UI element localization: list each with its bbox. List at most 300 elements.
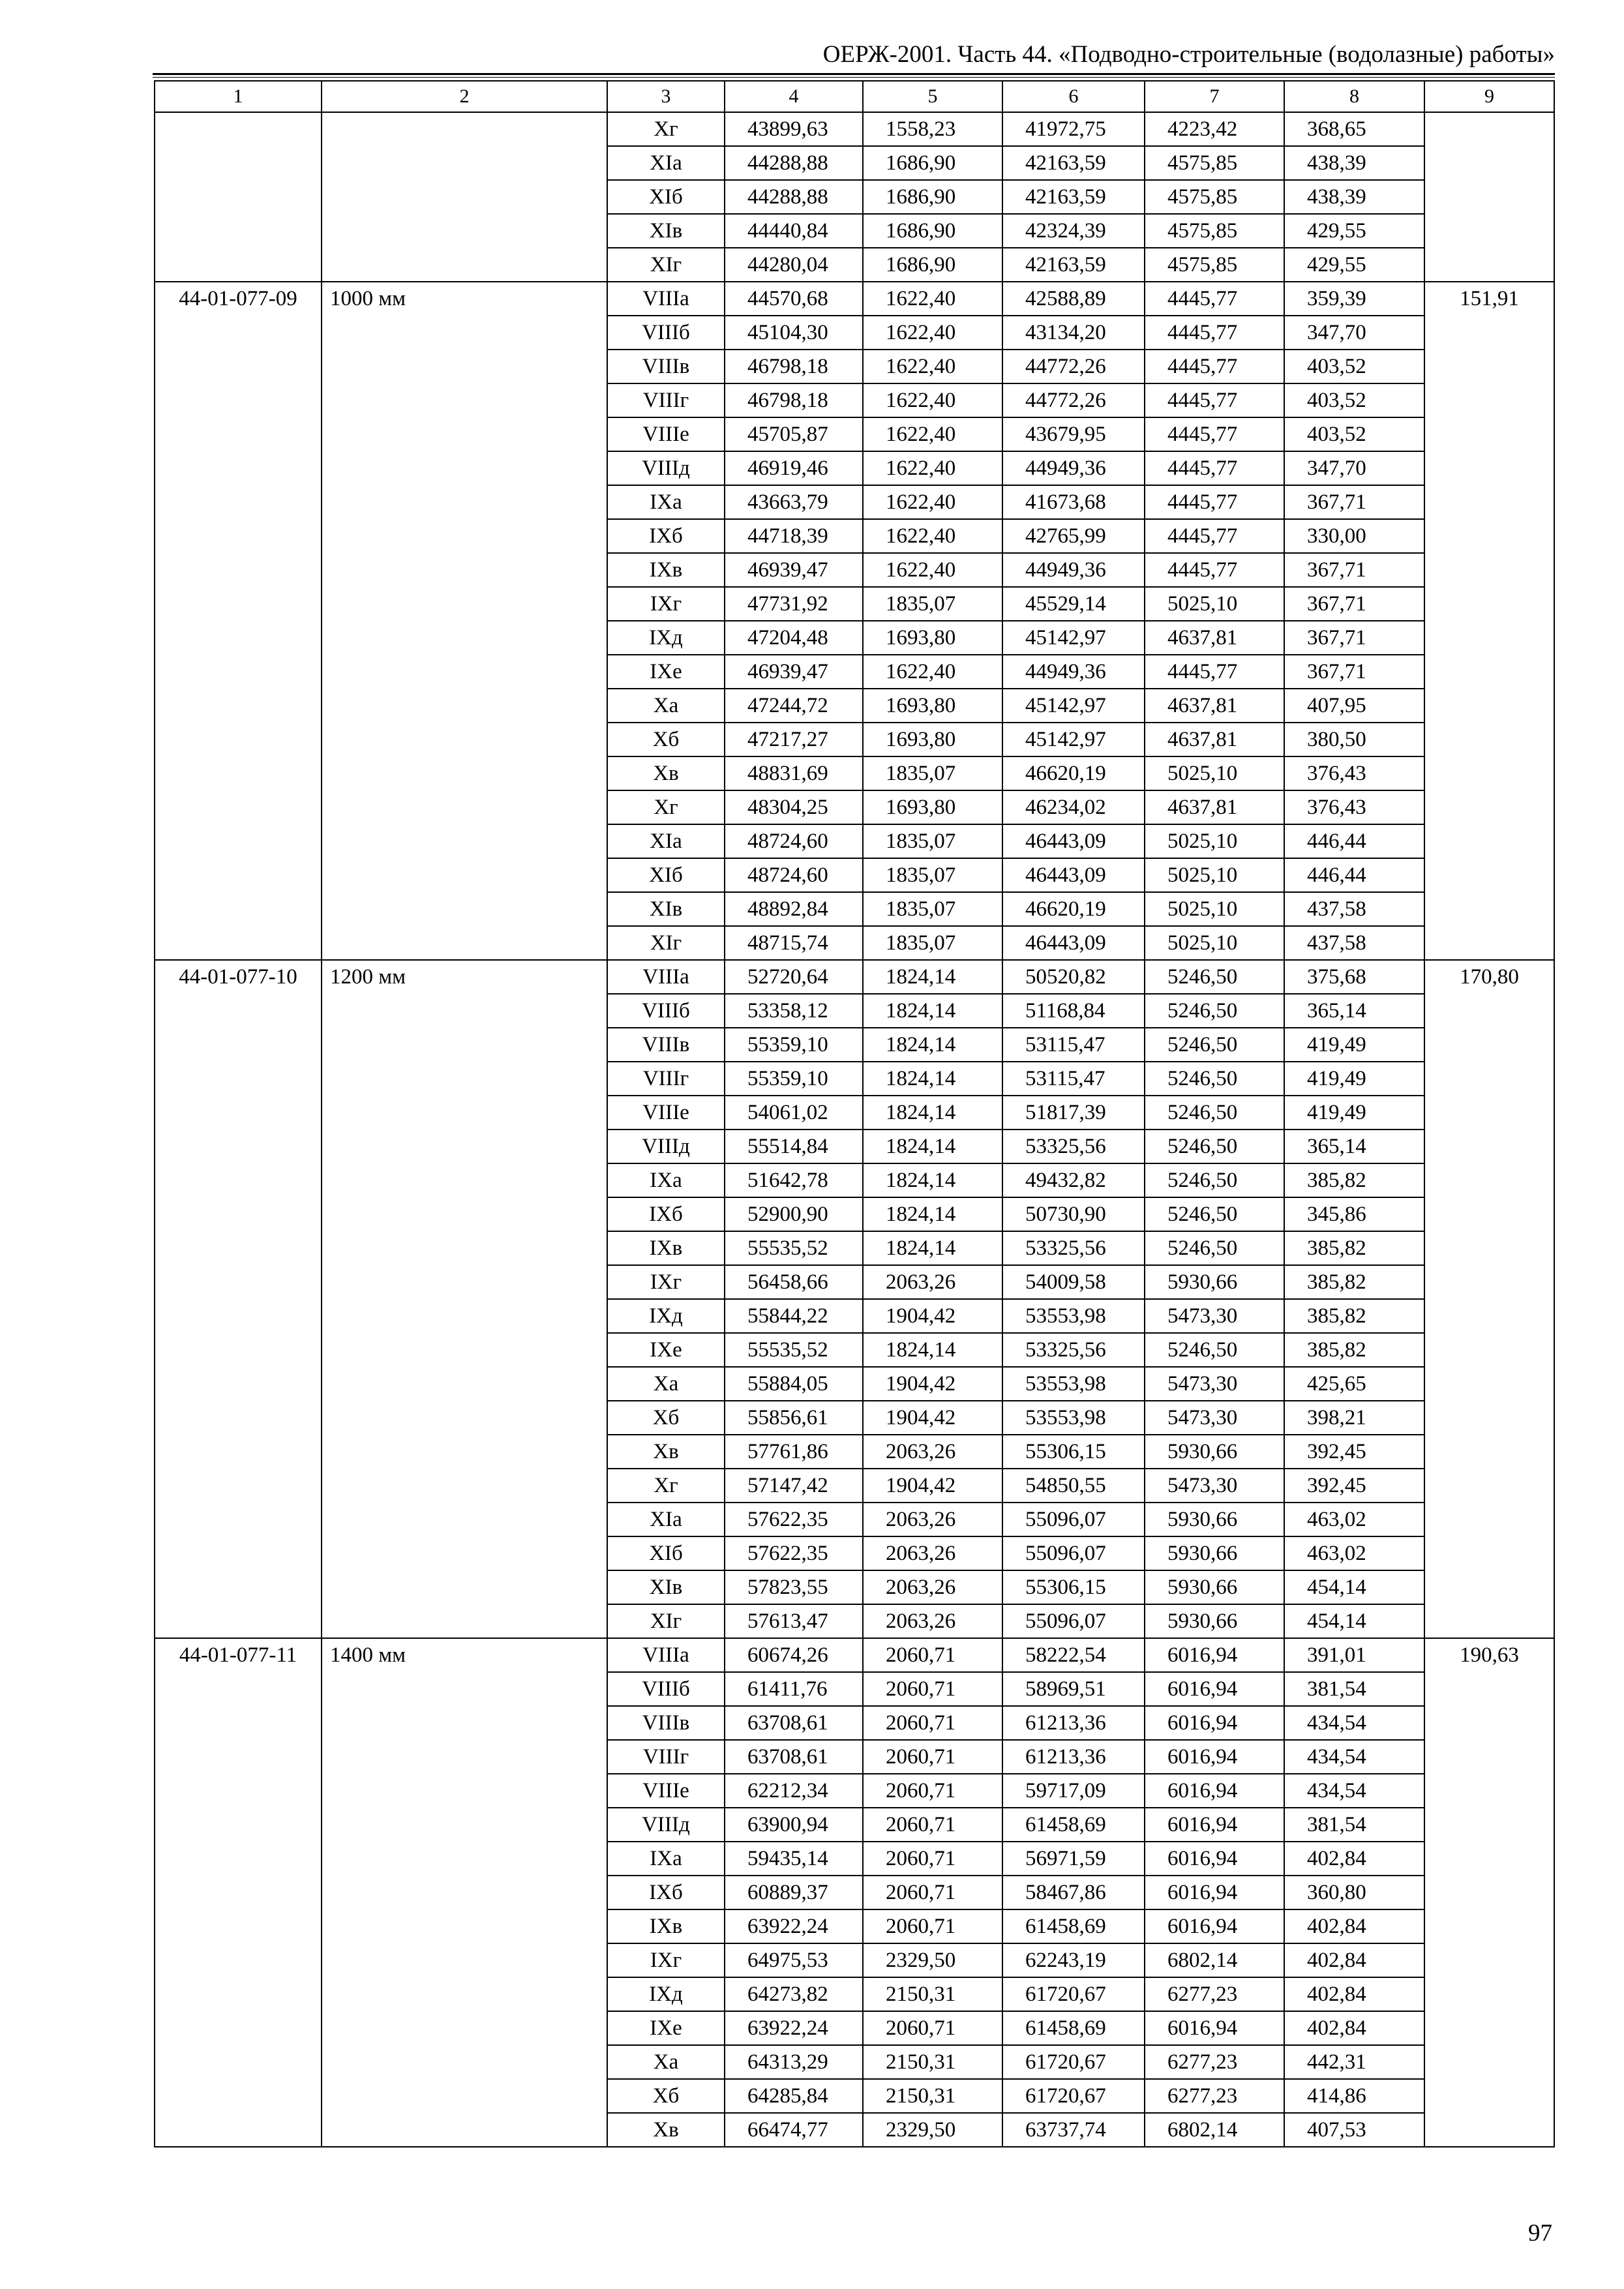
class-cell: XIг bbox=[607, 926, 725, 960]
value-cell: 51168,84 bbox=[1002, 994, 1145, 1028]
value-cell: 6016,94 bbox=[1145, 1706, 1284, 1740]
value-cell: 61213,36 bbox=[1002, 1740, 1145, 1774]
value-cell: 50520,82 bbox=[1002, 960, 1145, 994]
value-cell: 6277,23 bbox=[1145, 2079, 1284, 2113]
rate-code: 44-01-077-10 bbox=[155, 960, 322, 1638]
class-cell: IXб bbox=[607, 519, 725, 553]
value-cell: 48724,60 bbox=[725, 824, 863, 858]
value-cell: 1824,14 bbox=[863, 960, 1002, 994]
value-cell: 55844,22 bbox=[725, 1299, 863, 1333]
value-cell: 5246,50 bbox=[1145, 1028, 1284, 1062]
value-cell: 51817,39 bbox=[1002, 1096, 1145, 1130]
value-cell: 56971,59 bbox=[1002, 1842, 1145, 1876]
class-cell: VIIIб bbox=[607, 316, 725, 350]
value-cell: 419,49 bbox=[1284, 1028, 1424, 1062]
value-cell: 391,01 bbox=[1284, 1638, 1424, 1672]
value-cell: 55096,07 bbox=[1002, 1604, 1145, 1638]
class-cell: XIг bbox=[607, 1604, 725, 1638]
value-cell: 44288,88 bbox=[725, 146, 863, 180]
value-cell: 1904,42 bbox=[863, 1367, 1002, 1401]
column-number: 6 bbox=[1002, 81, 1145, 112]
value-cell: 60674,26 bbox=[725, 1638, 863, 1672]
value-cell: 47217,27 bbox=[725, 723, 863, 756]
value-cell: 5246,50 bbox=[1145, 1163, 1284, 1197]
value-cell: 385,82 bbox=[1284, 1231, 1424, 1265]
value-cell: 41673,68 bbox=[1002, 485, 1145, 519]
value-cell: 5025,10 bbox=[1145, 892, 1284, 926]
value-cell: 55096,07 bbox=[1002, 1536, 1145, 1570]
header-rule-thin bbox=[153, 77, 1555, 78]
value-cell: 2150,31 bbox=[863, 1977, 1002, 2011]
class-cell: XIа bbox=[607, 824, 725, 858]
value-cell: 57622,35 bbox=[725, 1536, 863, 1570]
value-cell: 381,54 bbox=[1284, 1808, 1424, 1842]
value-cell: 60889,37 bbox=[725, 1876, 863, 1909]
value-cell: 402,84 bbox=[1284, 1977, 1424, 2011]
value-cell: 437,58 bbox=[1284, 926, 1424, 960]
value-cell: 403,52 bbox=[1284, 417, 1424, 451]
value-cell: 5025,10 bbox=[1145, 926, 1284, 960]
rate-name: 1400 мм bbox=[322, 1638, 607, 2147]
class-cell: VIIIе bbox=[607, 1096, 725, 1130]
value-cell: 62243,19 bbox=[1002, 1943, 1145, 1977]
column-number: 4 bbox=[725, 81, 863, 112]
value-cell: 44570,68 bbox=[725, 282, 863, 316]
value-cell: 407,53 bbox=[1284, 2113, 1424, 2147]
class-cell: VIIIв bbox=[607, 1028, 725, 1062]
value-cell: 53115,47 bbox=[1002, 1062, 1145, 1096]
value-cell: 55535,52 bbox=[725, 1231, 863, 1265]
value-cell: 2063,26 bbox=[863, 1536, 1002, 1570]
value-cell: 5930,66 bbox=[1145, 1435, 1284, 1469]
value-cell: 2060,71 bbox=[863, 1774, 1002, 1808]
value-cell: 1824,14 bbox=[863, 1062, 1002, 1096]
value-cell: 47244,72 bbox=[725, 689, 863, 723]
value-cell: 1824,14 bbox=[863, 1096, 1002, 1130]
class-cell: XIв bbox=[607, 892, 725, 926]
value-cell: 4637,81 bbox=[1145, 723, 1284, 756]
value-cell: 53325,56 bbox=[1002, 1130, 1145, 1163]
value-cell: 42765,99 bbox=[1002, 519, 1145, 553]
value-cell: 49432,82 bbox=[1002, 1163, 1145, 1197]
value-cell: 5025,10 bbox=[1145, 858, 1284, 892]
value-cell: 4445,77 bbox=[1145, 350, 1284, 383]
value-cell: 52720,64 bbox=[725, 960, 863, 994]
value-cell: 446,44 bbox=[1284, 824, 1424, 858]
class-cell: IXг bbox=[607, 1265, 725, 1299]
value-cell: 4575,85 bbox=[1145, 180, 1284, 214]
class-cell: VIIIг bbox=[607, 1062, 725, 1096]
value-cell: 43679,95 bbox=[1002, 417, 1145, 451]
value-cell: 330,00 bbox=[1284, 519, 1424, 553]
class-cell: IXе bbox=[607, 655, 725, 689]
value-cell: 5246,50 bbox=[1145, 1130, 1284, 1163]
value-cell: 1693,80 bbox=[863, 790, 1002, 824]
value-cell: 61411,76 bbox=[725, 1672, 863, 1706]
value-cell: 63922,24 bbox=[725, 1909, 863, 1943]
value-cell: 5473,30 bbox=[1145, 1367, 1284, 1401]
value-cell: 61213,36 bbox=[1002, 1706, 1145, 1740]
value-cell: 5246,50 bbox=[1145, 1062, 1284, 1096]
value-cell: 55359,10 bbox=[725, 1028, 863, 1062]
value-cell: 44280,04 bbox=[725, 248, 863, 282]
value-cell: 438,39 bbox=[1284, 180, 1424, 214]
column-number-row bbox=[155, 81, 1554, 112]
value-cell: 1693,80 bbox=[863, 723, 1002, 756]
value-cell: 5025,10 bbox=[1145, 824, 1284, 858]
value-cell: 1824,14 bbox=[863, 1333, 1002, 1367]
class-cell: XIб bbox=[607, 1536, 725, 1570]
value-cell: 54061,02 bbox=[725, 1096, 863, 1130]
value-cell: 48724,60 bbox=[725, 858, 863, 892]
rate-name bbox=[322, 112, 607, 282]
value-cell: 6802,14 bbox=[1145, 2113, 1284, 2147]
class-cell: IXе bbox=[607, 1333, 725, 1367]
value-cell: 66474,77 bbox=[725, 2113, 863, 2147]
value-cell: 6016,94 bbox=[1145, 2011, 1284, 2045]
class-cell: IXб bbox=[607, 1197, 725, 1231]
value-cell: 61458,69 bbox=[1002, 1909, 1145, 1943]
class-cell: XIв bbox=[607, 214, 725, 248]
value-cell: 6016,94 bbox=[1145, 1638, 1284, 1672]
column-number: 7 bbox=[1145, 81, 1284, 112]
value-cell: 1824,14 bbox=[863, 1028, 1002, 1062]
value-cell: 367,71 bbox=[1284, 485, 1424, 519]
value-cell: 6016,94 bbox=[1145, 1909, 1284, 1943]
class-cell: Xг bbox=[607, 1469, 725, 1503]
value-cell: 1686,90 bbox=[863, 146, 1002, 180]
value-cell: 53553,98 bbox=[1002, 1401, 1145, 1435]
page-header-title: ОЕРЖ-2001. Часть 44. «Подводно-строительные (водолазные) работы» bbox=[822, 41, 1555, 68]
value-cell: 47731,92 bbox=[725, 587, 863, 621]
value-cell: 2063,26 bbox=[863, 1435, 1002, 1469]
class-cell: IXд bbox=[607, 1977, 725, 2011]
value-cell: 4445,77 bbox=[1145, 519, 1284, 553]
value-cell: 5025,10 bbox=[1145, 756, 1284, 790]
value-cell: 54850,55 bbox=[1002, 1469, 1145, 1503]
value-cell: 61458,69 bbox=[1002, 1808, 1145, 1842]
value-cell: 1835,07 bbox=[863, 587, 1002, 621]
value-cell: 414,86 bbox=[1284, 2079, 1424, 2113]
value-cell: 53325,56 bbox=[1002, 1231, 1145, 1265]
value-cell: 44949,36 bbox=[1002, 655, 1145, 689]
value-cell: 5473,30 bbox=[1145, 1469, 1284, 1503]
value-cell: 1622,40 bbox=[863, 282, 1002, 316]
value-cell: 375,68 bbox=[1284, 960, 1424, 994]
value-cell: 1686,90 bbox=[863, 248, 1002, 282]
value-cell: 429,55 bbox=[1284, 248, 1424, 282]
value-cell: 43663,79 bbox=[725, 485, 863, 519]
extra-value: 170,80 bbox=[1424, 960, 1554, 1638]
value-cell: 46234,02 bbox=[1002, 790, 1145, 824]
class-cell: IXд bbox=[607, 621, 725, 655]
value-cell: 347,70 bbox=[1284, 451, 1424, 485]
value-cell: 403,52 bbox=[1284, 350, 1424, 383]
value-cell: 1904,42 bbox=[863, 1299, 1002, 1333]
value-cell: 2060,71 bbox=[863, 1740, 1002, 1774]
value-cell: 1622,40 bbox=[863, 553, 1002, 587]
class-cell: Xа bbox=[607, 2045, 725, 2079]
column-number: 1 bbox=[155, 81, 322, 112]
value-cell: 5246,50 bbox=[1145, 1096, 1284, 1130]
value-cell: 360,80 bbox=[1284, 1876, 1424, 1909]
extra-value: 151,91 bbox=[1424, 282, 1554, 960]
value-cell: 1693,80 bbox=[863, 689, 1002, 723]
value-cell: 402,84 bbox=[1284, 1909, 1424, 1943]
value-cell: 5930,66 bbox=[1145, 1604, 1284, 1638]
value-cell: 44718,39 bbox=[725, 519, 863, 553]
class-cell: IXв bbox=[607, 553, 725, 587]
value-cell: 1622,40 bbox=[863, 655, 1002, 689]
value-cell: 5246,50 bbox=[1145, 1333, 1284, 1367]
value-cell: 434,54 bbox=[1284, 1740, 1424, 1774]
value-cell: 46620,19 bbox=[1002, 756, 1145, 790]
class-cell: VIIIд bbox=[607, 451, 725, 485]
value-cell: 402,84 bbox=[1284, 1943, 1424, 1977]
value-cell: 48831,69 bbox=[725, 756, 863, 790]
column-number: 2 bbox=[322, 81, 607, 112]
class-cell: VIIIд bbox=[607, 1130, 725, 1163]
rate-code: 44-01-077-09 bbox=[155, 282, 322, 960]
value-cell: 55884,05 bbox=[725, 1367, 863, 1401]
value-cell: 365,14 bbox=[1284, 1130, 1424, 1163]
value-cell: 2060,71 bbox=[863, 1638, 1002, 1672]
rate-code: 44-01-077-11 bbox=[155, 1638, 322, 2147]
value-cell: 53115,47 bbox=[1002, 1028, 1145, 1062]
class-cell: Xв bbox=[607, 1435, 725, 1469]
class-cell: XIа bbox=[607, 146, 725, 180]
value-cell: 47204,48 bbox=[725, 621, 863, 655]
class-cell: VIIIа bbox=[607, 282, 725, 316]
value-cell: 1835,07 bbox=[863, 858, 1002, 892]
value-cell: 381,54 bbox=[1284, 1672, 1424, 1706]
value-cell: 6016,94 bbox=[1145, 1774, 1284, 1808]
value-cell: 61720,67 bbox=[1002, 1977, 1145, 2011]
value-cell: 392,45 bbox=[1284, 1435, 1424, 1469]
value-cell: 1835,07 bbox=[863, 926, 1002, 960]
value-cell: 4637,81 bbox=[1145, 790, 1284, 824]
value-cell: 59717,09 bbox=[1002, 1774, 1145, 1808]
value-cell: 1904,42 bbox=[863, 1401, 1002, 1435]
class-cell: IXв bbox=[607, 1231, 725, 1265]
class-cell: XIг bbox=[607, 248, 725, 282]
value-cell: 2060,71 bbox=[863, 1842, 1002, 1876]
value-cell: 50730,90 bbox=[1002, 1197, 1145, 1231]
class-cell: VIIIд bbox=[607, 1808, 725, 1842]
class-cell: Xг bbox=[607, 112, 725, 146]
value-cell: 55514,84 bbox=[725, 1130, 863, 1163]
value-cell: 46939,47 bbox=[725, 655, 863, 689]
value-cell: 6016,94 bbox=[1145, 1740, 1284, 1774]
value-cell: 57823,55 bbox=[725, 1570, 863, 1604]
value-cell: 367,71 bbox=[1284, 621, 1424, 655]
value-cell: 46443,09 bbox=[1002, 926, 1145, 960]
value-cell: 2063,26 bbox=[863, 1604, 1002, 1638]
value-cell: 44949,36 bbox=[1002, 553, 1145, 587]
value-cell: 48304,25 bbox=[725, 790, 863, 824]
value-cell: 4575,85 bbox=[1145, 214, 1284, 248]
value-cell: 55856,61 bbox=[725, 1401, 863, 1435]
class-cell: Xв bbox=[607, 756, 725, 790]
value-cell: 44949,36 bbox=[1002, 451, 1145, 485]
value-cell: 4637,81 bbox=[1145, 621, 1284, 655]
value-cell: 46919,46 bbox=[725, 451, 863, 485]
header-rule bbox=[153, 73, 1555, 75]
value-cell: 56458,66 bbox=[725, 1265, 863, 1299]
value-cell: 463,02 bbox=[1284, 1503, 1424, 1536]
value-cell: 64285,84 bbox=[725, 2079, 863, 2113]
class-cell: Xа bbox=[607, 1367, 725, 1401]
value-cell: 1622,40 bbox=[863, 417, 1002, 451]
value-cell: 61720,67 bbox=[1002, 2079, 1145, 2113]
value-cell: 1686,90 bbox=[863, 180, 1002, 214]
value-cell: 45705,87 bbox=[725, 417, 863, 451]
value-cell: 64313,29 bbox=[725, 2045, 863, 2079]
value-cell: 419,49 bbox=[1284, 1096, 1424, 1130]
value-cell: 4637,81 bbox=[1145, 689, 1284, 723]
class-cell: VIIIа bbox=[607, 960, 725, 994]
value-cell: 385,82 bbox=[1284, 1265, 1424, 1299]
value-cell: 2063,26 bbox=[863, 1265, 1002, 1299]
value-cell: 46939,47 bbox=[725, 553, 863, 587]
value-cell: 4445,77 bbox=[1145, 383, 1284, 417]
value-cell: 1904,42 bbox=[863, 1469, 1002, 1503]
value-cell: 55306,15 bbox=[1002, 1435, 1145, 1469]
extra-value bbox=[1424, 112, 1554, 282]
value-cell: 425,65 bbox=[1284, 1367, 1424, 1401]
value-cell: 385,82 bbox=[1284, 1299, 1424, 1333]
class-cell: XIб bbox=[607, 180, 725, 214]
value-cell: 2060,71 bbox=[863, 1909, 1002, 1943]
value-cell: 402,84 bbox=[1284, 2011, 1424, 2045]
class-cell: IXг bbox=[607, 587, 725, 621]
value-cell: 2063,26 bbox=[863, 1503, 1002, 1536]
value-cell: 367,71 bbox=[1284, 587, 1424, 621]
value-cell: 42163,59 bbox=[1002, 248, 1145, 282]
value-cell: 367,71 bbox=[1284, 655, 1424, 689]
value-cell: 1824,14 bbox=[863, 1197, 1002, 1231]
value-cell: 64975,53 bbox=[725, 1943, 863, 1977]
column-number: 8 bbox=[1284, 81, 1424, 112]
value-cell: 1835,07 bbox=[863, 892, 1002, 926]
value-cell: 1686,90 bbox=[863, 214, 1002, 248]
class-cell: Xб bbox=[607, 2079, 725, 2113]
value-cell: 367,71 bbox=[1284, 553, 1424, 587]
value-cell: 365,14 bbox=[1284, 994, 1424, 1028]
value-cell: 5930,66 bbox=[1145, 1570, 1284, 1604]
value-cell: 2060,71 bbox=[863, 1706, 1002, 1740]
value-cell: 48715,74 bbox=[725, 926, 863, 960]
class-cell: VIIIе bbox=[607, 1774, 725, 1808]
table-row bbox=[155, 282, 1554, 316]
value-cell: 419,49 bbox=[1284, 1062, 1424, 1096]
value-cell: 2063,26 bbox=[863, 1570, 1002, 1604]
class-cell: IXв bbox=[607, 1909, 725, 1943]
extra-value: 190,63 bbox=[1424, 1638, 1554, 2147]
value-cell: 61720,67 bbox=[1002, 2045, 1145, 2079]
value-cell: 6802,14 bbox=[1145, 1943, 1284, 1977]
value-cell: 53325,56 bbox=[1002, 1333, 1145, 1367]
table-row bbox=[155, 960, 1554, 994]
value-cell: 1622,40 bbox=[863, 383, 1002, 417]
class-cell: Xб bbox=[607, 723, 725, 756]
value-cell: 57147,42 bbox=[725, 1469, 863, 1503]
value-cell: 58222,54 bbox=[1002, 1638, 1145, 1672]
value-cell: 2060,71 bbox=[863, 2011, 1002, 2045]
value-cell: 402,84 bbox=[1284, 1842, 1424, 1876]
value-cell: 46798,18 bbox=[725, 383, 863, 417]
class-cell: IXд bbox=[607, 1299, 725, 1333]
column-number: 9 bbox=[1424, 81, 1554, 112]
value-cell: 44772,26 bbox=[1002, 383, 1145, 417]
value-cell: 2060,71 bbox=[863, 1876, 1002, 1909]
value-cell: 63900,94 bbox=[725, 1808, 863, 1842]
class-cell: VIIIв bbox=[607, 1706, 725, 1740]
value-cell: 63708,61 bbox=[725, 1706, 863, 1740]
value-cell: 63737,74 bbox=[1002, 2113, 1145, 2147]
class-cell: XIв bbox=[607, 1570, 725, 1604]
value-cell: 5246,50 bbox=[1145, 960, 1284, 994]
value-cell: 5246,50 bbox=[1145, 1197, 1284, 1231]
value-cell: 359,39 bbox=[1284, 282, 1424, 316]
value-cell: 5473,30 bbox=[1145, 1401, 1284, 1435]
page-number: 97 bbox=[1528, 2220, 1552, 2247]
class-cell: Xб bbox=[607, 1401, 725, 1435]
value-cell: 4445,77 bbox=[1145, 485, 1284, 519]
rate-name: 1200 мм bbox=[322, 960, 607, 1638]
value-cell: 46443,09 bbox=[1002, 824, 1145, 858]
value-cell: 463,02 bbox=[1284, 1536, 1424, 1570]
class-cell: VIIIв bbox=[607, 350, 725, 383]
class-cell: Xа bbox=[607, 689, 725, 723]
value-cell: 446,44 bbox=[1284, 858, 1424, 892]
value-cell: 5930,66 bbox=[1145, 1265, 1284, 1299]
value-cell: 4445,77 bbox=[1145, 451, 1284, 485]
value-cell: 53553,98 bbox=[1002, 1367, 1145, 1401]
value-cell: 6016,94 bbox=[1145, 1672, 1284, 1706]
value-cell: 5246,50 bbox=[1145, 994, 1284, 1028]
value-cell: 61458,69 bbox=[1002, 2011, 1145, 2045]
value-cell: 44440,84 bbox=[725, 214, 863, 248]
column-number: 3 bbox=[607, 81, 725, 112]
value-cell: 1622,40 bbox=[863, 316, 1002, 350]
value-cell: 4445,77 bbox=[1145, 553, 1284, 587]
class-cell: VIIIб bbox=[607, 994, 725, 1028]
value-cell: 5930,66 bbox=[1145, 1536, 1284, 1570]
value-cell: 376,43 bbox=[1284, 756, 1424, 790]
class-cell: VIIIб bbox=[607, 1672, 725, 1706]
value-cell: 2329,50 bbox=[863, 1943, 1002, 1977]
value-cell: 62212,34 bbox=[725, 1774, 863, 1808]
class-cell: Xг bbox=[607, 790, 725, 824]
rate-code bbox=[155, 112, 322, 282]
value-cell: 1622,40 bbox=[863, 451, 1002, 485]
value-cell: 6277,23 bbox=[1145, 2045, 1284, 2079]
value-cell: 44288,88 bbox=[725, 180, 863, 214]
value-cell: 58969,51 bbox=[1002, 1672, 1145, 1706]
value-cell: 55359,10 bbox=[725, 1062, 863, 1096]
value-cell: 57622,35 bbox=[725, 1503, 863, 1536]
value-cell: 454,14 bbox=[1284, 1570, 1424, 1604]
value-cell: 398,21 bbox=[1284, 1401, 1424, 1435]
value-cell: 4445,77 bbox=[1145, 417, 1284, 451]
value-cell: 1558,23 bbox=[863, 112, 1002, 146]
value-cell: 53358,12 bbox=[725, 994, 863, 1028]
value-cell: 46798,18 bbox=[725, 350, 863, 383]
value-cell: 1824,14 bbox=[863, 994, 1002, 1028]
value-cell: 6016,94 bbox=[1145, 1842, 1284, 1876]
value-cell: 1824,14 bbox=[863, 1163, 1002, 1197]
